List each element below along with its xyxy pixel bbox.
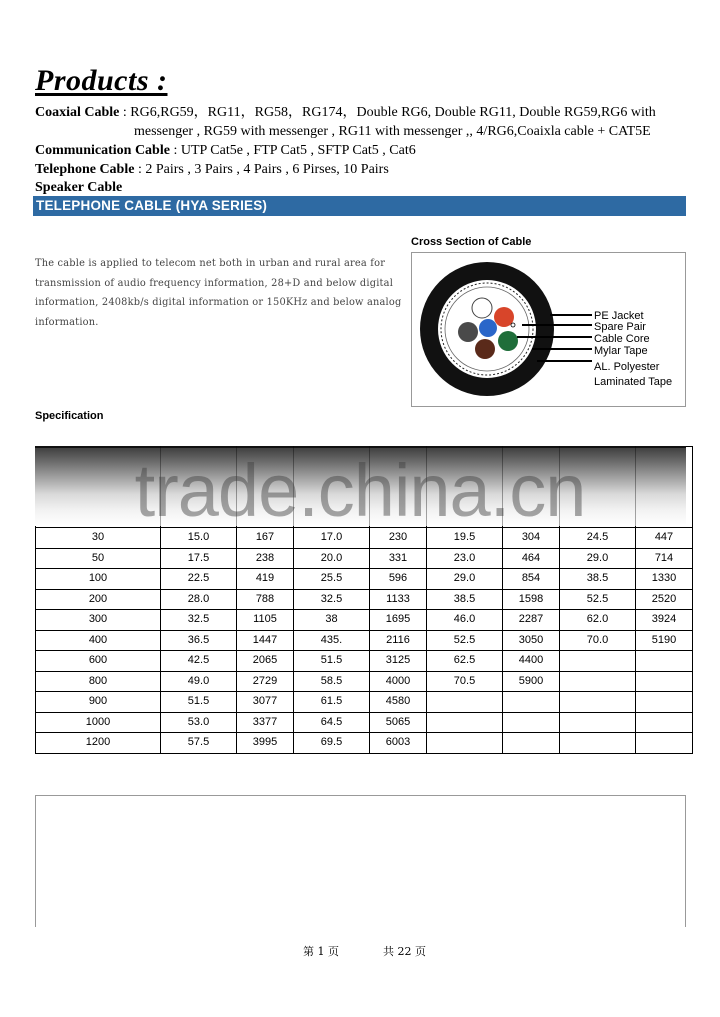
table-cell: 51.5: [294, 651, 370, 672]
table-cell: 600: [36, 651, 161, 672]
description-line: The cable is applied to telecom net both in urban and rural area for: [35, 258, 386, 269]
table-cell: 32.5: [294, 589, 370, 610]
table-cell: [503, 692, 560, 713]
table-cell: 304: [503, 528, 560, 549]
watermark: trade.china.cn: [134, 449, 586, 532]
table-cell: 52.5: [560, 589, 636, 610]
table-cell: 62.0: [560, 610, 636, 631]
table-cell: 58.5: [294, 671, 370, 692]
table-cell: 64.5: [294, 712, 370, 733]
table-cell: 800: [36, 671, 161, 692]
table-cell: 3995: [237, 733, 294, 754]
label-al-polyester: AL. Polyester: [594, 361, 660, 373]
table-cell: 4580: [370, 692, 427, 713]
table-cell: 3924: [636, 610, 693, 631]
table-cell: 57.5: [161, 733, 237, 754]
description-line: information, 2408kb/s digital information or 150KHz and below analog: [35, 297, 402, 308]
table-row: [36, 651, 693, 672]
table-cell: 3050: [503, 630, 560, 651]
label-spare-pair: Spare Pair: [594, 321, 646, 333]
table-cell: 32.5: [161, 610, 237, 631]
table-cell: 1200: [36, 733, 161, 754]
table-row: [36, 569, 693, 590]
table-cell: 50: [36, 548, 161, 569]
table-row: [36, 610, 693, 631]
cable-cross-section-diagram: [412, 253, 685, 406]
label-pe-jacket: PE Jacket: [594, 310, 644, 322]
table-cell: 51.5: [161, 692, 237, 713]
conductor-white: [472, 298, 492, 318]
table-cell: 25.5: [294, 569, 370, 590]
table-cell: 46.0: [427, 610, 503, 631]
table-cell: 6003: [370, 733, 427, 754]
table-cell: 70.0: [560, 630, 636, 651]
table-cell: 200: [36, 589, 161, 610]
table-cell: 17.0: [294, 528, 370, 549]
table-cell: 17.5: [161, 548, 237, 569]
speaker-cable-line: [35, 178, 122, 197]
table-cell: 2287: [503, 610, 560, 631]
table-cell: 42.5: [161, 651, 237, 672]
table-cell: 49.0: [161, 671, 237, 692]
table-cell: 15.0: [161, 528, 237, 549]
table-cell: 4400: [503, 651, 560, 672]
table-cell: 62.5: [427, 651, 503, 672]
table-cell: 2065: [237, 651, 294, 672]
table-cell: 28.0: [161, 589, 237, 610]
table-cell: 788: [237, 589, 294, 610]
label-cable-core: Cable Core: [594, 333, 650, 345]
table-cell: 29.0: [560, 548, 636, 569]
telephone-cable-line: [35, 160, 389, 179]
table-cell: 900: [36, 692, 161, 713]
table-cell: 5190: [636, 630, 693, 651]
telephone-cable-label: Telephone Cable: [35, 162, 135, 177]
cable-description: [35, 254, 407, 332]
table-cell: 19.5: [427, 528, 503, 549]
coaxial-cable-continued: messenger , RG59 with messenger , RG11 with messenger ,, 4/RG6,Coaixla cable + CAT5E: [134, 124, 651, 139]
table-cell: 1447: [237, 630, 294, 651]
conductor-gray: [458, 322, 478, 342]
communication-cable-label: Communication Cable: [35, 143, 170, 158]
conductor-brown: [475, 339, 495, 359]
table-row: [36, 548, 693, 569]
table-row: [36, 630, 693, 651]
table-cell: 53.0: [161, 712, 237, 733]
table-cell: 69.5: [294, 733, 370, 754]
table-cell: 167: [237, 528, 294, 549]
table-cell: 435.: [294, 630, 370, 651]
table-cell: 2520: [636, 589, 693, 610]
table-cell: 1000: [36, 712, 161, 733]
conductor-blue: [479, 319, 497, 337]
table-cell: 36.5: [161, 630, 237, 651]
table-cell: 38.5: [560, 569, 636, 590]
spare-pair-marker: [511, 323, 515, 327]
table-cell: 29.0: [427, 569, 503, 590]
footer-page-number: 第 1 页: [303, 945, 339, 958]
table-cell: [560, 733, 636, 754]
table-cell: [427, 733, 503, 754]
table-row: [36, 589, 693, 610]
table-cell: 3125: [370, 651, 427, 672]
table-cell: 100: [36, 569, 161, 590]
coaxial-cable-line: [35, 103, 656, 122]
table-cell: 5065: [370, 712, 427, 733]
products-title: Products :: [35, 64, 168, 97]
table-cell: [560, 712, 636, 733]
table-cell: [636, 692, 693, 713]
coaxial-cable-text: : RG6,RG59，RG11，RG58，RG174，Double RG6, Double RG11, Double RG59,RG6 with: [119, 105, 656, 120]
table-cell: 854: [503, 569, 560, 590]
table-cell: [560, 692, 636, 713]
table-cell: 714: [636, 548, 693, 569]
speaker-cable-label: Speaker Cable: [35, 180, 123, 195]
cross-section-title: Cross Section of Cable: [411, 236, 532, 248]
cross-section-figure: [411, 252, 686, 407]
communication-cable-line: [35, 141, 416, 160]
table-cell: 38: [294, 610, 370, 631]
table-cell: 61.5: [294, 692, 370, 713]
table-row: [36, 692, 693, 713]
table-cell: [636, 733, 693, 754]
table-row: [36, 671, 693, 692]
table-cell: 419: [237, 569, 294, 590]
communication-cable-text: : UTP Cat5e , FTP Cat5 , SFTP Cat5 , Cat6: [169, 143, 416, 158]
table-cell: 3077: [237, 692, 294, 713]
footer-total-pages: 共 22 页: [383, 945, 426, 958]
table-cell: 24.5: [560, 528, 636, 549]
empty-notes-box: [35, 795, 686, 927]
table-cell: 447: [636, 528, 693, 549]
table-cell: 238: [237, 548, 294, 569]
section-header-bar: TELEPHONE CABLE (HYA SERIES): [33, 196, 686, 216]
table-cell: 300: [36, 610, 161, 631]
table-cell: 70.5: [427, 671, 503, 692]
table-cell: 4000: [370, 671, 427, 692]
table-cell: [503, 733, 560, 754]
table-cell: 52.5: [427, 630, 503, 651]
table-cell: 3377: [237, 712, 294, 733]
table-row: [36, 733, 693, 754]
table-cell: 23.0: [427, 548, 503, 569]
table-cell: 331: [370, 548, 427, 569]
coaxial-cable-label: Coaxial Cable: [35, 105, 120, 120]
table-cell: 38.5: [427, 589, 503, 610]
table-cell: 2116: [370, 630, 427, 651]
table-cell: 1330: [636, 569, 693, 590]
table-cell: 1598: [503, 589, 560, 610]
table-cell: [427, 692, 503, 713]
table-cell: 596: [370, 569, 427, 590]
table-cell: [636, 712, 693, 733]
telephone-cable-text: : 2 Pairs , 3 Pairs , 4 Pairs , 6 Pirses, 10 Pairs: [134, 162, 389, 177]
table-cell: 1133: [370, 589, 427, 610]
table-row: [36, 712, 693, 733]
table-cell: [560, 671, 636, 692]
description-line: transmission of audio frequency information, 28+D and below digital: [35, 277, 394, 289]
table-cell: 400: [36, 630, 161, 651]
table-cell: 1105: [237, 610, 294, 631]
table-cell: 230: [370, 528, 427, 549]
table-cell: 5900: [503, 671, 560, 692]
table-cell: 2729: [237, 671, 294, 692]
label-laminated-tape: Laminated Tape: [594, 376, 673, 388]
table-cell: 464: [503, 548, 560, 569]
table-cell: 20.0: [294, 548, 370, 569]
table-cell: [636, 671, 693, 692]
specification-title: Specification: [35, 410, 104, 422]
table-cell: [503, 712, 560, 733]
label-mylar-tape: Mylar Tape: [594, 345, 648, 357]
table-cell: 22.5: [161, 569, 237, 590]
table-cell: [427, 712, 503, 733]
table-cell: 1695: [370, 610, 427, 631]
description-line: information.: [35, 316, 99, 328]
table-cell: 30: [36, 528, 161, 549]
table-cell: [636, 651, 693, 672]
conductor-green: [498, 331, 518, 351]
table-cell: [560, 651, 636, 672]
